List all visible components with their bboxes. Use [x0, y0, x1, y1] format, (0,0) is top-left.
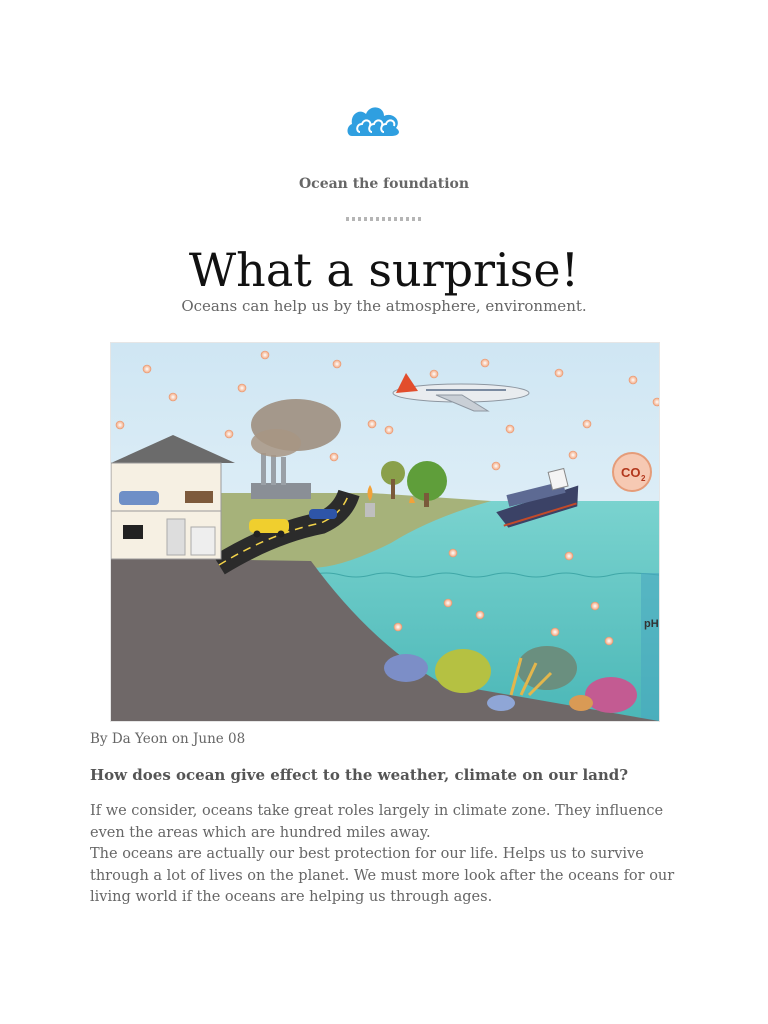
divider-dots — [346, 207, 424, 213]
article-subtitle: Oceans can help us by the atmosphere, environment. — [181, 297, 587, 315]
article-byline: By Da Yeon on June 08 — [90, 731, 246, 747]
article-body — [90, 801, 680, 909]
site-title[interactable]: Ocean the foundation — [298, 176, 470, 192]
article-question: How does ocean give effect to the weather, climate on our land? — [90, 766, 629, 784]
article-paragraph: If we consider, oceans take great roles largely in climate zone. They influence even the areas which are hundred miles away. — [90, 803, 664, 841]
ocean-climate-illustration — [110, 342, 660, 722]
cloud-logo-icon[interactable] — [346, 102, 402, 138]
co2-subscript: 2 — [641, 474, 646, 483]
article-title: What a surprise! — [188, 243, 580, 297]
ph-label: pH — [644, 618, 659, 630]
co2-label: CO — [621, 465, 641, 480]
article-paragraph: The oceans are actually our best protection for our life. Helps us to survive through a lot of lives on the planet. We must more look after the oceans for our living world if the oceans are helping us through ages. — [90, 846, 675, 905]
